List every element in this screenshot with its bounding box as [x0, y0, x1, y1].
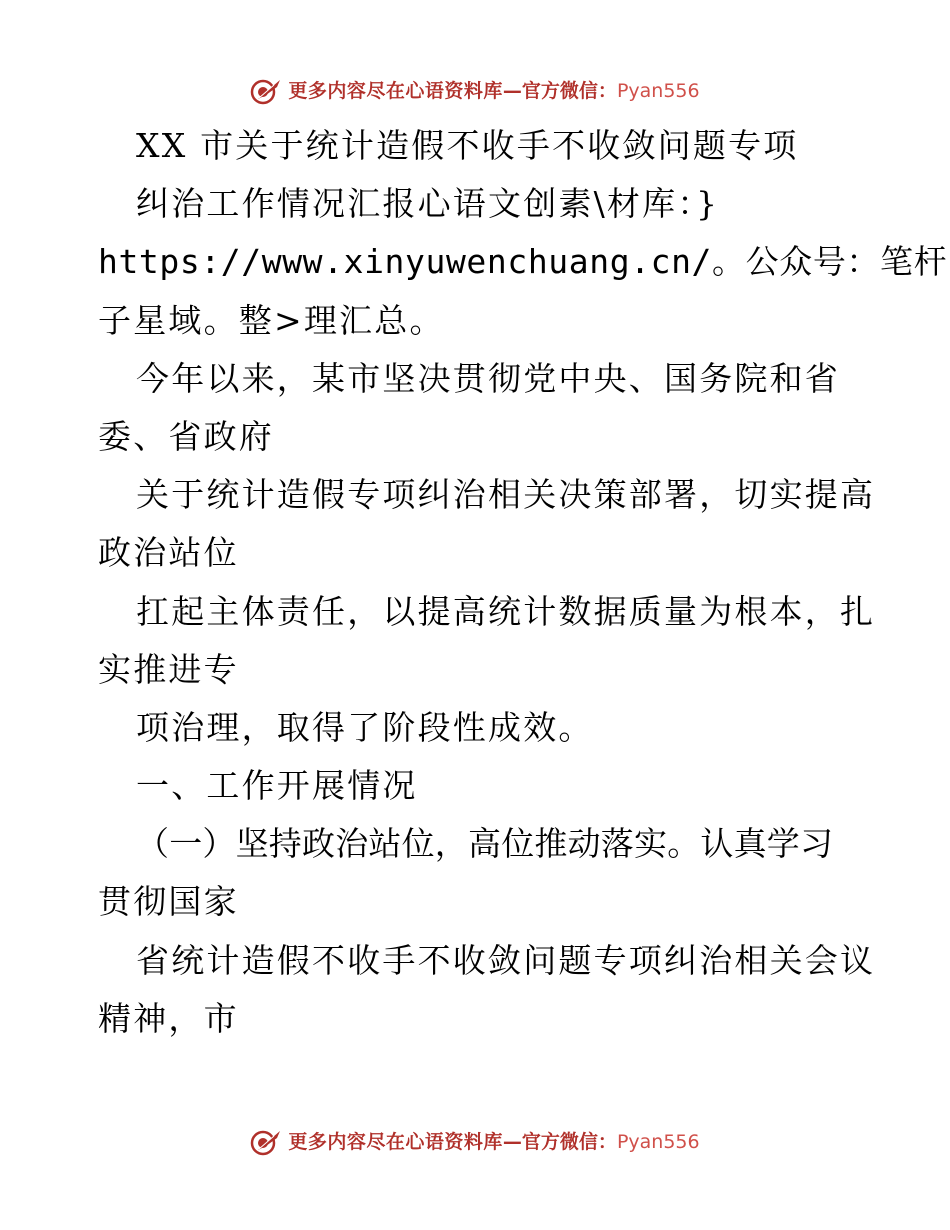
quill-logo-icon: [250, 77, 284, 105]
paragraph-line: 省统计造假不收手不收敛问题专项纠治相关会议: [136, 940, 876, 980]
url-line: [98, 233, 948, 291]
title-line-2: 纠治工作情况汇报心语文创素\材库：}: [136, 184, 720, 224]
watermark-title: 更多内容尽在心语资料库: [288, 1131, 503, 1153]
quill-logo-icon: [250, 1128, 284, 1156]
paragraph-line: （一）坚持政治站位，高位推动落实。认真学习: [136, 824, 834, 864]
paragraph-line: 贯彻国家: [98, 882, 239, 922]
url-text: https://www.xinyuwenchuang.cn/。公众号：笔杆: [98, 242, 948, 282]
source-line: 子星域。整>理汇总。: [98, 300, 445, 340]
paragraph-line: 委、省政府: [98, 416, 274, 456]
paragraph-line: 精神，市: [98, 998, 239, 1038]
title-line-1: XX 市关于统计造假不收手不收敛问题专项: [136, 126, 799, 165]
watermark-separator: —: [502, 80, 522, 102]
paragraph-line: 政治站位: [98, 533, 239, 573]
paragraph-line: 实推进专: [98, 649, 239, 689]
footer-watermark: [0, 1128, 950, 1156]
watermark-separator: —: [502, 1131, 522, 1153]
document-body: [98, 117, 948, 1048]
paragraph-line: 项治理，取得了阶段性成效。: [136, 707, 594, 747]
watermark-wechat-label: 官方微信：: [521, 80, 617, 102]
paragraph-line: 今年以来，某市坚决贯彻党中央、国务院和省: [136, 358, 840, 398]
watermark-wechat-id: Pyan556: [616, 1131, 700, 1153]
watermark-wechat-label: 官方微信：: [521, 1131, 617, 1153]
watermark-wechat-id: Pyan556: [616, 80, 700, 102]
watermark-title: 更多内容尽在心语资料库: [288, 80, 503, 102]
paragraph-line: 关于统计造假专项纠治相关决策部署，切实提高: [136, 475, 876, 515]
header-watermark: [0, 77, 950, 105]
section-heading: 一、工作开展情况: [136, 766, 418, 806]
paragraph-line: 扛起主体责任，以提高统计数据质量为根本，扎: [136, 591, 876, 631]
